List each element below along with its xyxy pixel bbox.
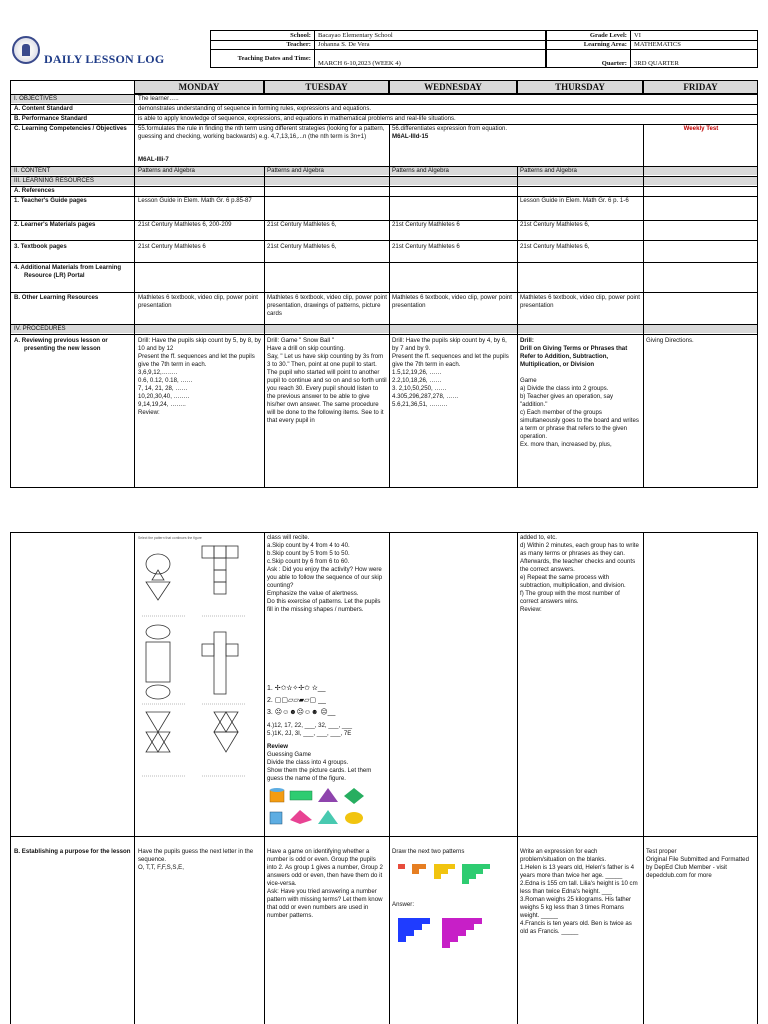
review-mon: Drill: Have the pupils skip count by 5, by 8, by 10 and by 12 Present the ff. sequences and let the pupils give the 7th term in each. 3,6,9,12,…….. 0.6, 0.12, 0.18, …… 7, 14, 21, 28, …… 10,20,30,40, …….. 9,14,19,24, …….. Review: [138,337,261,417]
content-mon: Patterns and Algebra [138,167,195,174]
review-label: A. Reviewing previous lesson or presenting the new lesson [14,337,108,353]
teacher-label: Teacher: [211,40,315,50]
purpose-wed: Draw the next two patterns [392,848,465,855]
olr-label: B. Other Learning Resources [14,294,99,301]
content-standard-label: A. Content Standard [14,105,73,112]
dates-label: Teaching Dates and Time: [211,50,315,68]
purpose-tue: Have a game on identifying whether a number is odd or even. Group the pupils into 2. As group 1 gives a number, Group 2 answers odd or even, then have them do it vice-versa. Ask: Have you tried answering a number pattern with missing terms? Let them know that odd or even numbers are used in number patterns. [267,848,383,920]
grade-label: Grade Level: [547,31,631,41]
purpose-fri: Test proper Original File Submitted and Formatted by DepEd Club Member - visit depedclub.com for more [646,848,749,880]
teacher-value: Johanna S. De Vera [315,40,546,50]
tg-thu: Lesson Guide in Elem. Math Gr. 6 p. 1-6 [520,197,629,204]
deped-seal-icon [12,36,40,64]
page-one [0,0,768,488]
school-value: Bacayao Elementary School [315,31,546,41]
competencies-label: C. Learning Competencies / Objectives [14,125,127,132]
am-label: 4. Additional Materials from Learning Resource (LR) Portal [14,264,122,280]
lm-mon: 21st Century Mathletes 6, 200-209 [138,221,232,228]
page-two [0,532,768,1024]
olr-thu: Mathletes 6 textbook, video clip, power point presentation [520,294,640,310]
tb-thu: 21st Century Mathletes 6, [520,243,590,250]
competencies-mon-tue-code: M6AL-IIIi-7 [138,156,169,163]
tb-wed: 21st Century Mathletes 6 [392,243,460,250]
lm-tue: 21st Century Mathletes 6, [267,221,337,228]
grade-info-table [546,30,758,68]
block-pattern-answer-icon [394,912,514,962]
performance-standard-label: B. Performance Standard [14,115,88,122]
tue-seq-2: 2. ▢▢▱▱▰▱▢ __ [267,697,326,704]
school-info-table [210,30,546,68]
day-header-wednesday: WEDNESDAY [389,80,517,94]
lm-label: 2. Learner's Materials pages [14,221,96,228]
tue-seq-5: 5.)1K, 2J, 3I, ___, ___, ___, 7E [267,730,352,737]
objectives-label: I. OBJECTIVES [14,95,58,102]
purpose-wed-answer: Answer: [392,901,415,908]
tb-tue: 21st Century Mathletes 6, [267,243,337,250]
day-header-friday: FRIDAY [643,80,758,94]
tue-seq-4: 4.)12, 17, 22, ___, 32, ___, ___ [267,722,353,729]
tue-seq-1: 1. ✢✩✫✧✢✩ ✫__ [267,685,326,692]
review-cont-thu: added to, etc. d) Within 2 minutes, each group has to write as many terms or phrases as they can. Afterwards, the teacher checks and counts the correct answers. e) Repeat the same process with subtraction, multiplication, and division. f) The group with the most number of correct answers wins. Review: [520,534,639,614]
review-cont-tue: class will recite. a.Skip count by 4 from 4 to 40. b.Skip count by 5 from 5 to 50. c.Skip count by 6 from 6 to 60. Ask : Did you enjoy the activity? How were you able to follow the sequence of our skip counting? Emphasize the value of alertness. Do this exercise of patterns. Let the pupils fill in the missing shapes / numbers. [267,534,383,614]
tue-guessing-game: Guessing Game Divide the class into 4 groups. Show them the picture cards. Let them guess the name of the figure. [267,751,372,783]
tb-label: 3. Textbook pages [14,243,67,250]
grade-value: VI [631,31,758,41]
page-title: DAILY LESSON LOG [44,52,165,66]
procedures-label: IV. PROCEDURES [14,325,66,332]
review-wed: Drill: Have the pupils skip count by 4, by 6, by 7 and by 9. Present the ff. sequences and let the pupils give the 7th term in each. 1.5,12,19,26, …… 2.2,10,18,26, …… 3. 2,10,50,250, …… 4.305,296,287,278, …… 5.6,21,36,51, ……… [392,337,509,409]
competencies-mon-tue: 55.formulates the rule in finding the nth term using different strategies (looking for a pattern, guessing and checking, working backwards) e.g. 4,7,13,16,...n (the nth term is 3n+1) [138,125,385,141]
references-label: A. References [14,187,55,194]
review-thu-title: Drill: Drill on Giving Terms or Phrases that Refer to Addition, Subtraction, Multiplication, or Division [520,337,628,369]
content-label: II. CONTENT [14,167,51,174]
quarter-label: Quarter: [547,50,631,68]
day-header-tuesday: TUESDAY [264,80,389,94]
dates-value: MARCH 6-10,2023 (WEEK 4) [315,50,546,68]
content-thu: Patterns and Algebra [520,167,577,174]
tg-label: 1. Teacher's Guide pages [14,197,87,204]
area-label: Learning Area: [547,40,631,50]
resources-label: III. LEARNING RESOURCES [14,177,94,184]
day-header-thursday: THURSDAY [517,80,643,94]
olr-mon: Mathletes 6 textbook, video clip, power point presentation [138,294,258,310]
objectives-text: The learner….. [138,95,179,102]
tue-review-heading: Review [267,743,289,750]
day-header-monday: MONDAY [134,80,264,94]
lm-wed: 21st Century Mathletes 6 [392,221,460,228]
pattern-worksheet-image [136,534,262,834]
pattern-figures-icon [136,542,262,832]
quarter-value: 3RD QUARTER [631,50,758,68]
content-tue: Patterns and Algebra [267,167,324,174]
purpose-thu: Write an expression for each problem/situation on the blanks. 1.Helen is 13 years old, Helen's father is 4 years more than twice her age. _____ 2.Edna is 155 cm tall. Lilia's height is 10 cm less than twice Edna's height. ___ 3.Roman weighs 25 kilograms. His father weighs 5 kg less than 3 times Romans weight. _____ 4.Francis is ten years old. Ben is twice as old as Francis. _____ [520,848,638,936]
olr-tue: Mathletes 6 textbook, video clip, power point presentation, drawings of patterns, picture cards [267,294,387,318]
review-tue: Drill: Game " Snow Ball " Have a drill on skip counting. Say, " Let us have skip counting by 3s from 3 to 30." Then, point at one pupil to start. The pupil who started will point to another pupil to continue and so on and so forth until you reach 30. Every pupil should listen to the previous answer to be able to give his/her own answer. The same procedure will be done to the following items. See to it that every pupil in [267,337,387,425]
content-standard-text: demonstrates understanding of sequence in forming rules, expressions and equations. [138,105,372,112]
tb-mon: 21st Century Mathletes 6 [138,243,206,250]
purpose-mon: Have the pupils guess the next letter in the sequence. O, T,T, F,F,S,S,E, [138,848,254,872]
review-thu: Game a) Divide the class into 2 groups. b) Teacher gives an operation, say "addition." c) Each member of the groups simultaneously goes to the board and writes a term or phrase that refers to the given operation. Ex. more than, increased by, plus, [520,377,639,449]
lm-thu: 21st Century Mathletes 6, [520,221,590,228]
tg-mon: Lesson Guide in Elem. Math Gr. 6 p.85-87 [138,197,252,204]
competencies-wed-thu: 56.differentiates expression from equation. [392,125,508,132]
olr-wed: Mathletes 6 textbook, video clip, power point presentation [392,294,512,310]
solid-figures-icon [268,786,378,828]
worksheet-caption: Select the pattern that continues the figure [138,536,202,540]
page-gap [0,488,768,532]
weekly-test-label: Weekly Test [683,125,719,132]
block-pattern-icon [394,858,514,898]
competencies-wed-thu-code: M6AL-IIId-15 [392,133,429,140]
content-wed: Patterns and Algebra [392,167,449,174]
performance-standard-text: is able to apply knowledge of sequence, expressions, and equations in mathematical problems and real-life situations. [138,115,456,122]
purpose-label: B. Establishing a purpose for the lesson [14,848,131,855]
tue-seq-3: 3. ☹☺☻☹☺☻ ☹__ [267,709,336,716]
area-value: MATHEMATICS [631,40,758,50]
review-fri: Giving Directions. [646,337,694,344]
school-label: School: [211,31,315,41]
